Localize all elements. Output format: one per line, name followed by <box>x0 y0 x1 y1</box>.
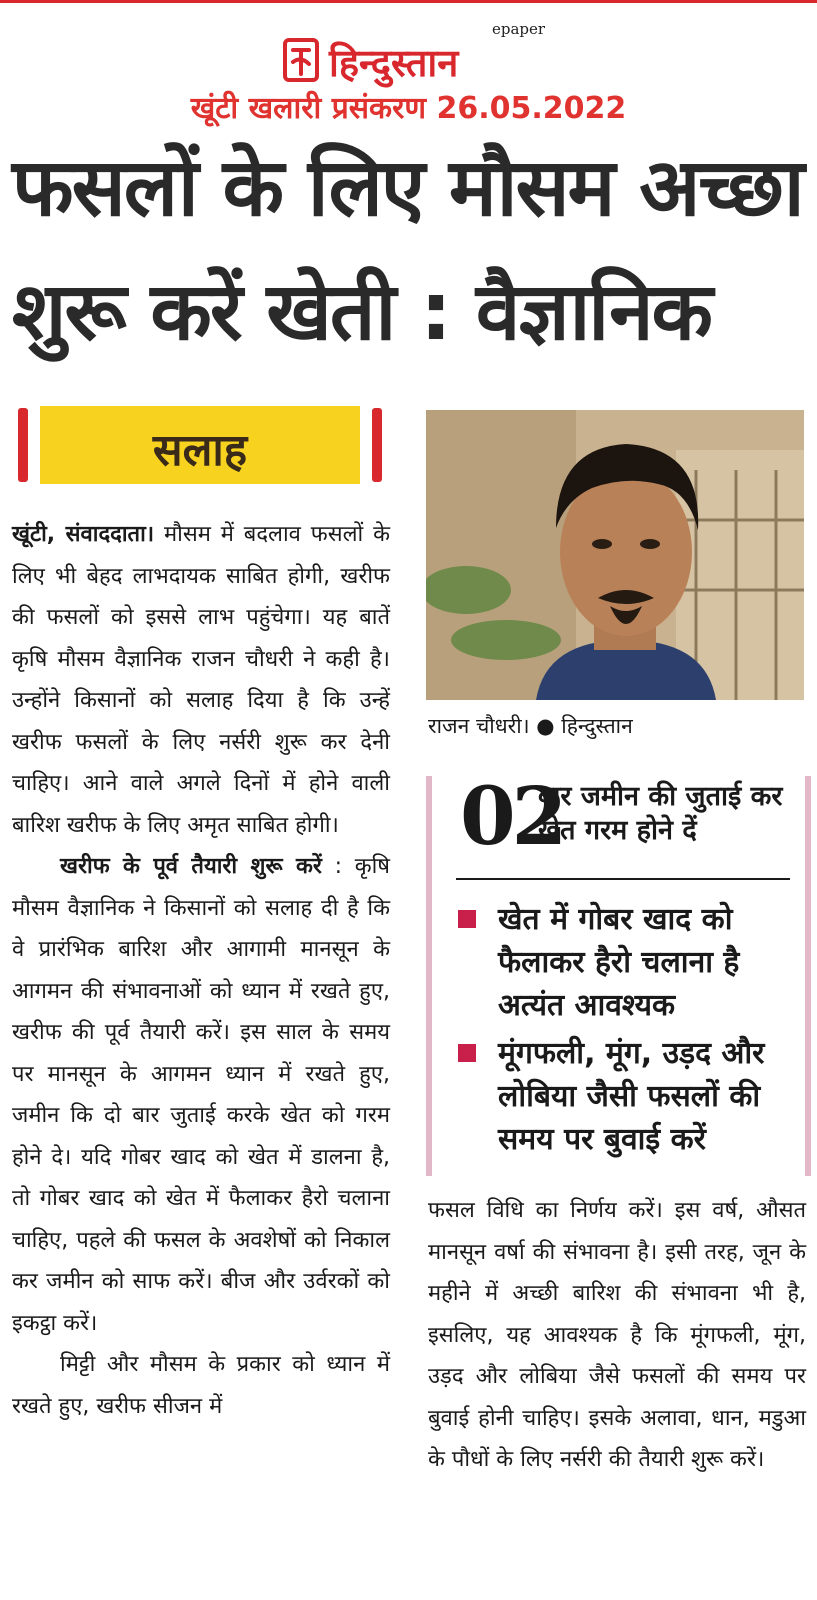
article-paragraph-3: मिट्टी और मौसम के प्रकार को ध्यान में रखते हुए, खरीफ सीजन में <box>12 1352 390 1419</box>
scientist-photo <box>426 410 804 700</box>
sidebox-right-rule <box>805 776 811 1176</box>
article-paragraph-1 <box>12 514 390 846</box>
section-label-box <box>14 404 386 486</box>
headline-line-1: फसलों के लिए मौसम अच्छा <box>12 141 803 234</box>
article-paragraph-2 <box>12 846 390 1344</box>
article-column-left <box>12 514 390 1427</box>
label-right-bar <box>372 408 382 482</box>
headline-line-2: शुरू करें खेती : वैज्ञानिक <box>12 265 711 358</box>
section-label: सलाह <box>152 425 248 476</box>
dateline: खूंटी, संवाददाता। <box>12 522 155 547</box>
hindustan-logo-icon <box>283 36 319 84</box>
bullet-square-icon <box>458 1044 476 1062</box>
epaper-label: epaper <box>492 20 546 38</box>
article-column-right <box>428 1190 806 1481</box>
article-paragraph-4: फसल विधि का निर्णय करें। इस वर्ष, औसत मानसून वर्षा की संभावना है। इसी तरह, जून के महीने में अच्छी बारिश की संभावना भी है, इसलिए, यह आवश्यक है कि मूंगफली, मूंग, उड़द और लोबिया जैसे फसलों की समय पर बुवाई होनी चाहिए। इसके अलावा, धान, मडुआ के पौधों के लिए नर्सरी की तैयारी शुरू करें। <box>428 1198 806 1472</box>
bullet-text: खेत में गोबर खाद को फैलाकर हैरो चलाना है अत्यंत आवश्यक <box>498 902 740 1023</box>
photo-caption: राजन चौधरी। ● हिन्दुस्तान <box>428 714 633 738</box>
highlight-number: 02 <box>460 769 564 863</box>
paragraph-1-text: मौसम में बदलाव फसलों के लिए भी बेहद लाभदायक साबित होगी, खरीफ की फसलों को इससे लाभ पहुंचेगा। यह बातें कृषि मौसम वैज्ञानिक राजन चौधरी ने कही है। उन्होंने किसानों को सलाह दिया है कि उन्हें खरीफ फसलों के लिए नर्सरी शुरू कर देनी चाहिए। आने वाले अगले दिनों में होने वाली बारिश खरीफ के लिए अमृत साबित होगी। <box>12 522 390 838</box>
logo-text: हिन्दुस्तान <box>329 40 459 85</box>
top-red-line <box>0 0 817 3</box>
sidebox-left-rule <box>426 776 432 1176</box>
paragraph-2-text: : कृषि मौसम वैज्ञानिक ने किसानों को सलाह दी है कि वे प्रारंभिक बारिश और आगामी मानसून के आगमन की संभावनाओं को ध्यान में रखते हुए, खरीफ की पूर्व तैयारी करें। इस साल के समय पर मानसून के आगमन ध्यान में रखते हुए, जमीन कि दो बार जुताई करके खेत को गरम होने दे। यदि गोबर खाद को खेत में डालना है, तो गोबर खाद को खेत में फैलाकर हैरो चलाना चाहिए, पहले की फसल के अवशेषों को निकाल कर जमीन को साफ करें। बीज और उर्वरकों को इकट्ठा करें। <box>12 854 391 1336</box>
bullet-text: मूंगफली, मूंग, उड़द और लोबिया जैसी फसलों की समय पर बुवाई करें <box>498 1036 765 1157</box>
highlight-bullet <box>458 1032 788 1161</box>
highlights-sidebox <box>426 770 811 1180</box>
sidebox-divider <box>456 878 790 880</box>
bullet-square-icon <box>458 910 476 928</box>
edition-line: खूंटी खलारी प्रसंकरण 26.05.2022 <box>190 91 627 126</box>
highlight-number-text: बार जमीन की जुताई कर खेत गरम होने दें <box>538 781 783 846</box>
label-left-bar <box>18 408 28 482</box>
article-subhead: खरीफ के पूर्व तैयारी शुरू करें <box>60 854 322 879</box>
highlight-bullet <box>458 898 788 1027</box>
portrait-illustration <box>426 410 804 700</box>
